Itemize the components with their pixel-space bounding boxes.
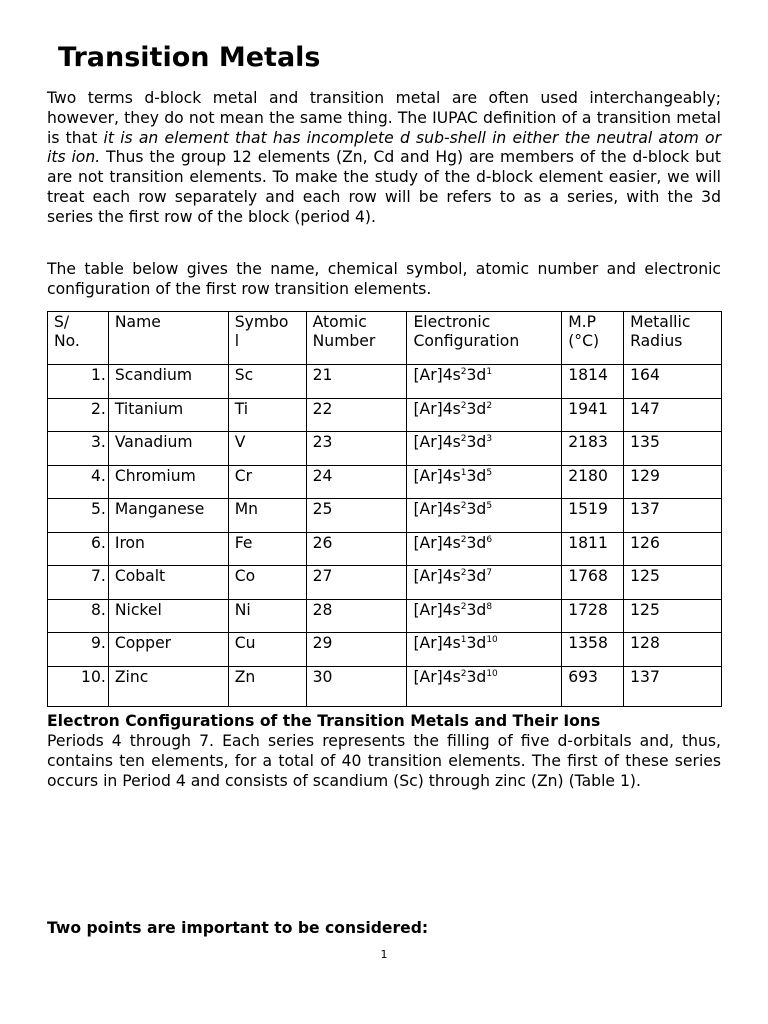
- cell-name: Scandium: [108, 365, 228, 399]
- cell-metallic-radius: 137: [624, 666, 722, 706]
- cell-sno: 9.: [48, 633, 109, 667]
- cell-electronic-configuration: [407, 432, 562, 466]
- cell-metallic-radius: 147: [624, 398, 722, 432]
- config-s-exponent: 1: [460, 634, 467, 645]
- cell-sno: 6.: [48, 532, 109, 566]
- cell-electronic-configuration: [407, 499, 562, 533]
- cell-metallic-radius: 129: [624, 465, 722, 499]
- cell-atomic-number: 24: [306, 465, 407, 499]
- table-header-row: [48, 312, 722, 365]
- cell-metallic-radius: 126: [624, 532, 722, 566]
- header-electronic-configuration: Electronic Configuration: [407, 312, 562, 365]
- cell-atomic-number: 28: [306, 599, 407, 633]
- cell-electronic-configuration: [407, 566, 562, 600]
- header-atomic-number: Atomic Number: [306, 312, 407, 365]
- config-base: [Ar]4s: [413, 500, 461, 518]
- cell-metallic-radius: 135: [624, 432, 722, 466]
- cell-atomic-number: 23: [306, 432, 407, 466]
- config-s-exponent: 2: [460, 601, 467, 612]
- table-row: [48, 633, 722, 667]
- cell-symbol: Ti: [228, 398, 306, 432]
- table-body: [48, 365, 722, 707]
- cell-metallic-radius: 128: [624, 633, 722, 667]
- cell-atomic-number: 21: [306, 365, 407, 399]
- cell-sno: 4.: [48, 465, 109, 499]
- table-row: [48, 599, 722, 633]
- cell-atomic-number: 30: [306, 666, 407, 706]
- cell-name: Cobalt: [108, 566, 228, 600]
- cell-metallic-radius: 125: [624, 599, 722, 633]
- cell-symbol: Co: [228, 566, 306, 600]
- iupac-definition: it is an element that has incomplete d sub-shell in either the neutral atom or its ion.: [47, 128, 721, 167]
- header-symbol: Symbo l: [228, 312, 306, 365]
- cell-atomic-number: 22: [306, 398, 407, 432]
- config-d-exponent: 8: [486, 601, 493, 612]
- cell-melting-point: 1768: [562, 566, 624, 600]
- config-d-exponent: 5: [486, 500, 493, 511]
- config-d-exponent: 10: [486, 634, 498, 645]
- cell-sno: 10.: [48, 666, 109, 706]
- cell-symbol: Zn: [228, 666, 306, 706]
- config-d-part: 3d: [466, 600, 487, 619]
- section-heading: Electron Configurations of the Transition Metals and Their Ions: [47, 712, 601, 730]
- config-d-exponent: 2: [486, 400, 493, 411]
- cell-symbol: Cr: [228, 465, 306, 499]
- config-s-exponent: 2: [460, 534, 467, 545]
- cell-atomic-number: 29: [306, 633, 407, 667]
- config-s-exponent: 2: [460, 500, 467, 511]
- cell-melting-point: 1941: [562, 398, 624, 432]
- config-base: [Ar]4s: [413, 567, 461, 585]
- cell-sno: 5.: [48, 499, 109, 533]
- section-heading-points: Two points are important to be considered:: [47, 919, 429, 937]
- config-s-exponent: 2: [460, 668, 467, 679]
- header-metallic-radius: Metallic Radius: [624, 312, 722, 365]
- cell-sno: 8.: [48, 599, 109, 633]
- config-d-part: 3d: [466, 667, 487, 686]
- cell-electronic-configuration: [407, 365, 562, 399]
- header-sno: S/ No.: [48, 312, 109, 365]
- config-d-part: 3d: [466, 567, 487, 585]
- table-intro-paragraph: The table below gives the name, chemical symbol, atomic number and electronic configuration of the first row transition elements.: [47, 260, 721, 298]
- table-row: [48, 666, 722, 706]
- config-d-part: 3d: [466, 466, 487, 485]
- cell-name: Copper: [108, 633, 228, 667]
- table-row: [48, 532, 722, 566]
- cell-melting-point: 1814: [562, 365, 624, 399]
- cell-metallic-radius: 137: [624, 499, 722, 533]
- cell-electronic-configuration: [407, 465, 562, 499]
- config-d-part: 3d: [466, 634, 487, 652]
- table-row: [48, 499, 722, 533]
- cell-melting-point: 693: [562, 666, 624, 706]
- config-base: [Ar]4s: [413, 600, 461, 619]
- config-s-exponent: 2: [460, 567, 467, 578]
- intro-text-a: Two terms d-block metal and transition metal are often used interchangeably; however, they do not mean the same thing. The IUPAC definition of a transition metal is that: [47, 89, 721, 147]
- config-base: [Ar]4s: [413, 533, 461, 552]
- config-d-exponent: 10: [486, 668, 498, 679]
- cell-melting-point: 1811: [562, 532, 624, 566]
- config-d-part: 3d: [466, 500, 487, 518]
- cell-atomic-number: 26: [306, 532, 407, 566]
- config-d-exponent: 5: [486, 467, 493, 478]
- cell-name: Nickel: [108, 599, 228, 633]
- intro-paragraph: [47, 89, 721, 228]
- cell-name: Iron: [108, 532, 228, 566]
- cell-name: Zinc: [108, 666, 228, 706]
- config-s-exponent: 2: [460, 366, 467, 377]
- cell-symbol: Cu: [228, 633, 306, 667]
- cell-symbol: Fe: [228, 532, 306, 566]
- header-melting-point: M.P (°C): [562, 312, 624, 365]
- config-base: [Ar]4s: [413, 433, 461, 451]
- page-number: 1: [380, 948, 388, 961]
- cell-sno: 1.: [48, 365, 109, 399]
- config-s-exponent: 1: [460, 467, 467, 478]
- intro-text-b: Thus the group 12 elements (Zn, Cd and Hg) are members of the d-block but are not transition elements. To make the study of the d-block element easier, we will treat each row separately and each row will be refers to as a series, with the 3d series the first row of the block (period 4).: [47, 148, 721, 226]
- cell-electronic-configuration: [407, 666, 562, 706]
- cell-melting-point: 2183: [562, 432, 624, 466]
- table-row: [48, 465, 722, 499]
- cell-sno: 3.: [48, 432, 109, 466]
- table-row: [48, 432, 722, 466]
- config-d-exponent: 1: [486, 366, 493, 377]
- cell-sno: 2.: [48, 398, 109, 432]
- config-base: [Ar]4s: [413, 366, 461, 384]
- cell-name: Chromium: [108, 465, 228, 499]
- cell-melting-point: 1728: [562, 599, 624, 633]
- cell-symbol: V: [228, 432, 306, 466]
- cell-symbol: Mn: [228, 499, 306, 533]
- page-title: Transition Metals: [58, 42, 321, 73]
- cell-electronic-configuration: [407, 532, 562, 566]
- table-row: [48, 398, 722, 432]
- config-s-exponent: 2: [460, 400, 467, 411]
- cell-melting-point: 1519: [562, 499, 624, 533]
- cell-metallic-radius: 164: [624, 365, 722, 399]
- cell-melting-point: 2180: [562, 465, 624, 499]
- cell-name: Titanium: [108, 398, 228, 432]
- config-base: [Ar]4s: [413, 634, 461, 652]
- config-d-part: 3d: [466, 533, 487, 552]
- cell-sno: 7.: [48, 566, 109, 600]
- config-d-exponent: 3: [486, 433, 493, 444]
- config-d-part: 3d: [466, 366, 487, 384]
- cell-symbol: Sc: [228, 365, 306, 399]
- table-row: [48, 566, 722, 600]
- cell-atomic-number: 25: [306, 499, 407, 533]
- config-d-exponent: 7: [486, 567, 493, 578]
- cell-metallic-radius: 125: [624, 566, 722, 600]
- config-d-exponent: 6: [486, 534, 493, 545]
- cell-name: Manganese: [108, 499, 228, 533]
- config-s-exponent: 2: [460, 433, 467, 444]
- header-name: Name: [108, 312, 228, 365]
- cell-atomic-number: 27: [306, 566, 407, 600]
- series-paragraph: Periods 4 through 7. Each series represents the filling of five d-orbitals and, thus, contains ten elements, for a total of 40 transition elements. The first of these series occurs in Period 4 and consists of scandium (Sc) through zinc (Zn) (Table 1).: [47, 732, 721, 790]
- cell-electronic-configuration: [407, 398, 562, 432]
- config-d-part: 3d: [466, 433, 487, 451]
- config-d-part: 3d: [466, 399, 487, 418]
- transition-metals-table: [47, 311, 722, 707]
- config-base: [Ar]4s: [413, 399, 461, 418]
- cell-melting-point: 1358: [562, 633, 624, 667]
- config-base: [Ar]4s: [413, 466, 461, 485]
- table-row: [48, 365, 722, 399]
- cell-name: Vanadium: [108, 432, 228, 466]
- cell-symbol: Ni: [228, 599, 306, 633]
- cell-electronic-configuration: [407, 633, 562, 667]
- cell-electronic-configuration: [407, 599, 562, 633]
- config-base: [Ar]4s: [413, 667, 461, 686]
